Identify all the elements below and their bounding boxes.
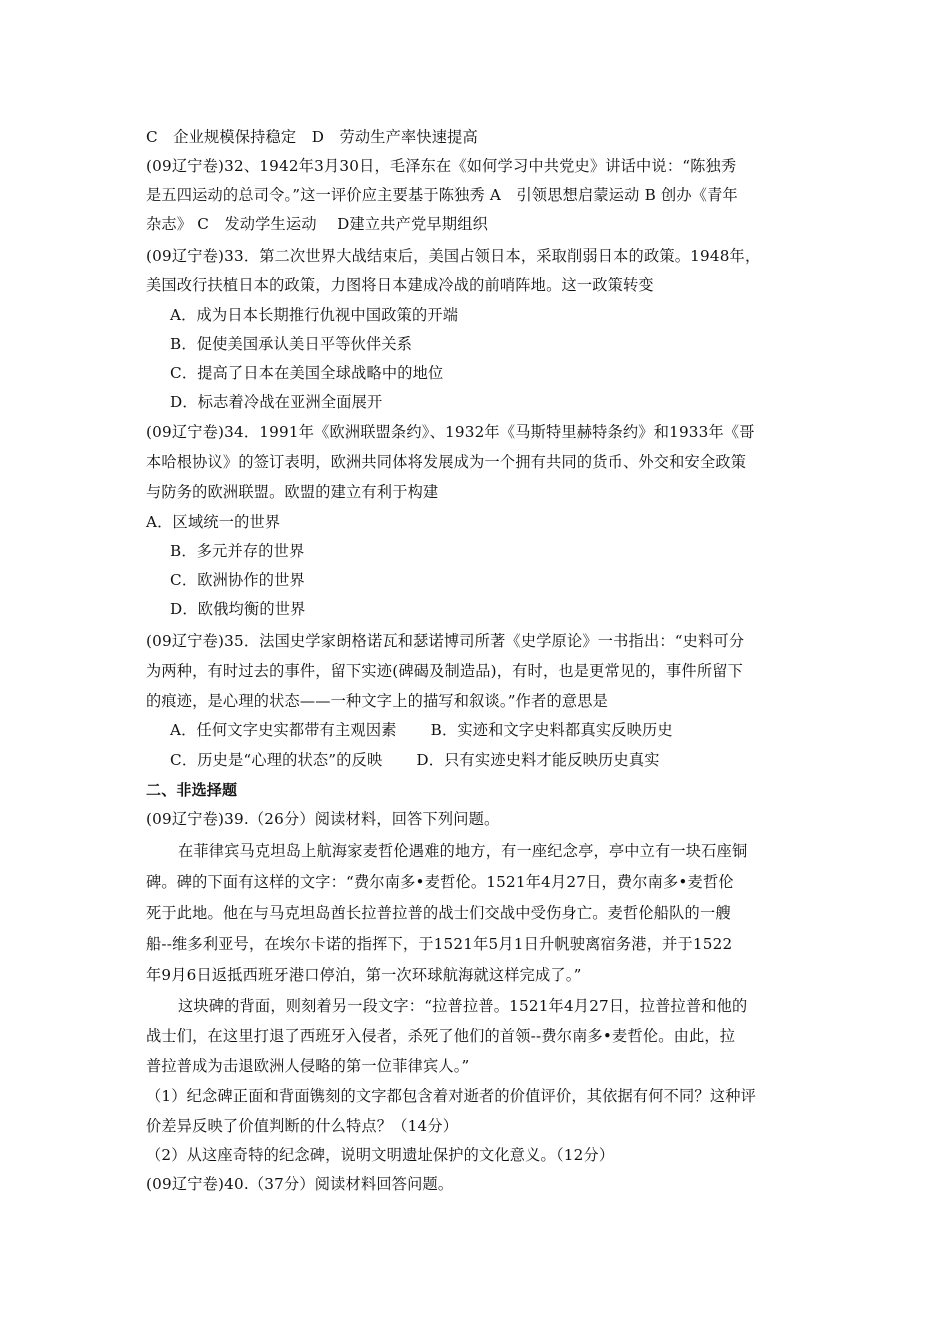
q39-subquestion-1-line-1: （1）纪念碑正面和背面镌刻的文字都包含着对逝者的价值评价，其依据有何不同？这种评 (146, 1087, 756, 1105)
q33-option-c: C．提高了日本在美国全球战略中的地位 (170, 364, 444, 382)
q31-options-cd: C 企业规模保持稳定 D 劳动生产率快速提高 (146, 128, 478, 146)
q34-line-1: (09辽宁卷)34．1991年《欧洲联盟条约》、1932年《马斯特里赫特条约》和1933年《哥 (146, 423, 755, 441)
q39-subquestion-2: （2）从这座奇特的纪念碑，说明文明遗址保护的文化意义。（12分） (146, 1146, 615, 1164)
q34-option-b: B．多元并存的世界 (170, 542, 305, 560)
q35-option-c: C．历史是“心理的状态”的反映 (170, 751, 383, 769)
q35-option-d: D．只有实迹史料才能反映历史真实 (416, 751, 660, 769)
q33-line-1: (09辽宁卷)33．第二次世界大战结束后，美国占领日本，采取削弱日本的政策。1948年， (146, 247, 761, 265)
q39-material-2-line-2: 战士们，在这里打退了西班牙入侵者，杀死了他们的首领--费尔南多•麦哲伦。由此，拉 (146, 1027, 736, 1045)
q35-option-b: B．实迹和文字史料都真实反映历史 (430, 721, 673, 739)
q34-option-a: A．区域统一的世界 (146, 513, 281, 531)
q34-option-c: C．欧洲协作的世界 (170, 571, 305, 589)
q34-line-3: 与防务的欧洲联盟。欧盟的建立有利于构建 (146, 483, 439, 501)
q33-option-b: B．促使美国承认美日平等伙伴关系 (170, 335, 413, 353)
q39-material-1-line-3: 死于此地。他在与马克坦岛酋长拉普拉普的战士们交战中受伤身亡。麦哲伦船队的一艘 (146, 904, 731, 922)
q39-material-2-line-1: 这块碑的背面，则刻着另一段文字：“拉普拉普。1521年4月27日，拉普拉普和他的 (178, 997, 748, 1015)
q39-material-2-line-3: 普拉普成为击退欧洲人侵略的第一位菲律宾人。” (146, 1057, 470, 1075)
q40-header: (09辽宁卷)40.（37分）阅读材料回答问题。 (146, 1175, 454, 1193)
q35-options-ab (170, 720, 673, 740)
q35-line-2: 为两种，有时过去的事件，留下实迹(碑碣及制造品)，有时，也是更常见的，事件所留下 (146, 662, 743, 680)
q33-option-d: D．标志着冷战在亚洲全面展开 (170, 393, 383, 411)
q35-options-cd (170, 750, 660, 770)
section-heading-non-choice: 二、非选择题 (146, 781, 238, 799)
q35-option-a: A．任何文字史实都带有主观因素 (170, 721, 397, 739)
q39-material-1-line-1: 在菲律宾马克坦岛上航海家麦哲伦遇难的地方，有一座纪念亭，亭中立有一块石座铜 (178, 842, 748, 860)
q32-line-2: 是五四运动的总司令。”这一评价应主要基于陈独秀 A 引领思想启蒙运动 B 创办《青年 (146, 186, 738, 204)
q39-material-1-line-5: 年9月6日返抵西班牙港口停泊，第一次环球航海就这样完成了。” (146, 966, 582, 984)
q34-line-2: 本哈根协议》的签订表明，欧洲共同体将发展成为一个拥有共同的货币、外交和安全政策 (146, 453, 747, 471)
q33-line-2: 美国改行扶植日本的政策，力图将日本建成冷战的前哨阵地。这一政策转变 (146, 276, 654, 294)
q39-material-1-line-4: 船--维多利亚号，在埃尔卡诺的指挥下，于1521年5月1日升帆驶离宿务港，并于1522 (146, 935, 733, 953)
q39-subquestion-1-line-2: 价差异反映了价值判断的什么特点？（14分） (146, 1117, 459, 1135)
q35-line-1: (09辽宁卷)35．法国史学家朗格诺瓦和瑟诺博司所著《史学原论》一书指出：“史料可分 (146, 632, 745, 650)
q39-header: (09辽宁卷)39.（26分）阅读材料，回答下列问题。 (146, 810, 500, 828)
q32-line-3: 杂志》 C 发动学生运动 D建立共产党早期组织 (146, 215, 489, 233)
q35-line-3: 的痕迹，是心理的状态——一种文字上的描写和叙谈。”作者的意思是 (146, 692, 608, 710)
q33-option-a: A．成为日本长期推行仇视中国政策的开端 (170, 306, 459, 324)
q32-line-1: (09辽宁卷)32、1942年3月30日，毛泽东在《如何学习中共党史》讲话中说：“陈独秀 (146, 157, 737, 175)
q34-option-d: D．欧俄均衡的世界 (170, 600, 306, 618)
q39-material-1-line-2: 碑。碑的下面有这样的文字：“费尔南多•麦哲伦。1521年4月27日，费尔南多•麦哲伦 (146, 873, 734, 891)
